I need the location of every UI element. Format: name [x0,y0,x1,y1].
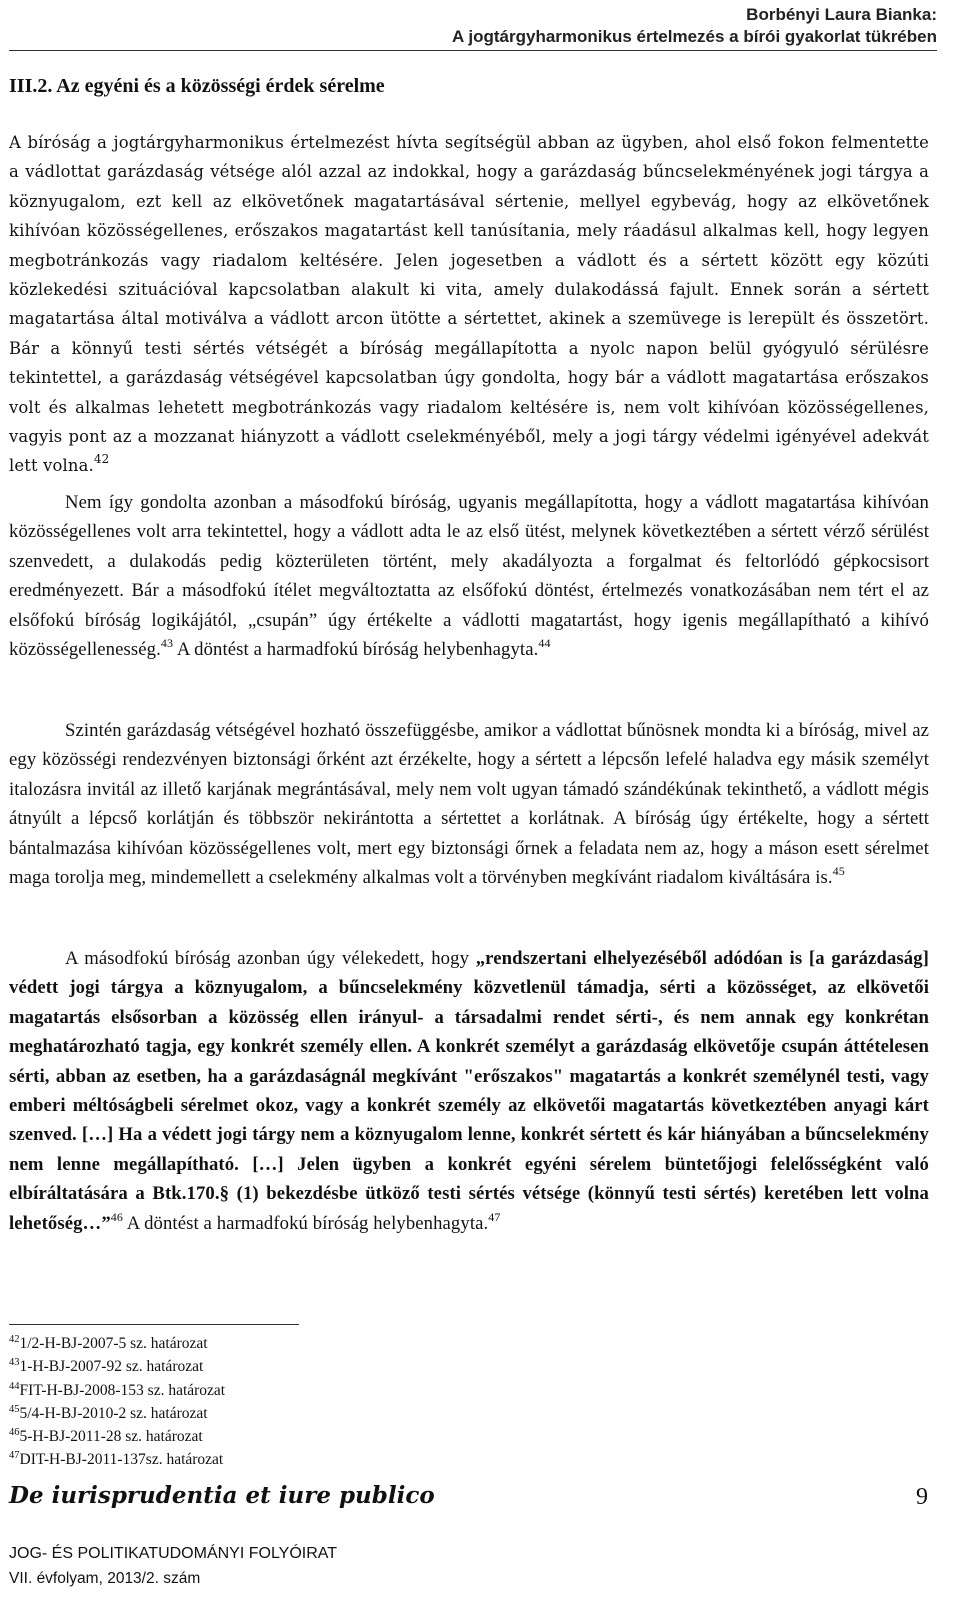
footnote-ref[interactable]: 46 [110,1209,123,1224]
journal-title: De iurisprudentia et iure publico [9,1482,435,1509]
footnote-text: DIT-H-BJ-2011-137sz. határozat [19,1451,224,1469]
paragraph-text: Nem így gondolta azonban a másodfokú bíróság, ugyanis megállapította, hogy a vádlott magatartása kihívóan közösségellenes volt arra tekintettel, hogy a vádlott adta le az első ütést, melynek következtében a sértett vérző sérülést szenvedett, a dulakodás pedig közterületen történt, mely akadályozta a forgalmat és feltorlódó gépkocsisort eredményezett. Bár a másodfokú ítélet megváltoztatta az elsőfokú döntést, értelmezés vonatkozásában nem tért el az elsőfokú bíróság logikájától, „csupán” úgy értékelte a vádlotti magatartást, hogy igenis megállapítható a kihívó közösségellenesség. [9,492,929,661]
section-title: III.2. Az egyéni és a közösségi érdek sérelme [9,75,385,97]
footnote-text: FIT-H-BJ-2008-153 sz. határozat [19,1381,226,1399]
footnote [9,1425,225,1448]
footnote-ref[interactable]: 47 [488,1209,501,1224]
footnote-number: 45 [9,1403,20,1415]
paragraph-text: A másodfokú bíróság azonban úgy vélekedett, hogy [65,948,476,969]
footnote [9,1355,225,1378]
header-author: Borbényi Laura Bianka: [746,5,937,24]
footnote [9,1402,225,1425]
footnote-text: 5/4-H-BJ-2010-2 sz. határozat [19,1404,208,1422]
paragraph-text: Szintén garázdaság vétségével hozható összefüggésbe, amikor a vádlottat bűnösnek mondta ki a bíróság, mivel az egy közösségi rendezvényen biztonsági őrként azt érzékelte, hogy a sértett a lépcsőn lefelé haladva egy másik személyt italozásra invitál az illető karjának megrántásával, mely nem volt ugyan támadó szándékúnak tekinthető, a vádlott mégis átnyúlt a lépcső korlátján és többször nekirántotta a sértettet a korlátnak. A bíróság úgy értékelte, hogy a sértett bántalmazása kihívóan közösségellenes volt, mert egy biztonsági őrnek a feladata nem az, hogy a máson esett sérelmet maga torolja meg, mindemellett a cselekmény alkalmas volt a törvényben megkívánt riadalom kiváltására is. [9,720,929,889]
footnote-ref[interactable]: 42 [93,452,110,467]
header-rule [9,50,937,51]
footnote-ref[interactable]: 45 [832,864,845,879]
paragraph-text: A döntést a harmadfokú bíróság helybenhagyta. [173,639,539,661]
body-paragraph-2 [9,488,929,664]
footnote [9,1448,225,1471]
body-paragraph-4 [9,944,929,1238]
footnote-text: 1/2-H-BJ-2007-5 sz. határozat [19,1335,208,1352]
journal-issue: VII. évfolyam, 2013/2. szám [9,1570,201,1587]
footnote-number: 42 [9,1334,20,1345]
body-paragraph-1 [9,128,929,481]
paragraph-text: A bíróság a jogtárgyharmonikus értelmezést hívta segítségül abban az ügyben, ahol első fokon felmentette a vádlottat garázdaság vétsége alól azzal az indokkal, hogy a garázdaság bűncselekményének jogi tárgya a köznyugalom, ezt kell az elkövetőnek magatartásával sértenie, mellyel egybevág, hogy az elkövetőnek kihívóan közösségellenes, erőszakos magatartást kell tanúsítania, mely ráadásul alkalmas kell, hogy legyen megbotránkozás vagy riadalom keltésére. Jelen jogesetben a vádlott és a sértett között egy közúti közlekedési szituációval kapcsolatban alakult ki vita, amely dulakodássá fajult. Ennek során a sértett magatartása által motiválva a vádlott arcon ütötte a sértettet, akinek a szemüvege is lerepült és összetört. Bár a könnyű testi sértés vétségét a bíróság megállapította a nyolc napon belül gyógyuló sérülésre tekintettel, a garázdaság vétségével kapcsolatban úgy gondolta, hogy bár a vádlott magatartása erőszakos volt és alkalmas lehetett megbotránkozás vagy riadalom keltésére is, nem volt kihívóan közösségellenes, vagyis pont az a mozzanat hiányzott a vádlott cselekményéből, mely a jogi tárgy védelmi igényével adekvát lett volna. [9,133,929,476]
footnote-number: 46 [9,1427,20,1439]
paragraph-text: A döntést a harmadfokú bíróság helybenhagyta. [123,1212,489,1234]
header-title: A jogtárgyharmonikus értelmezés a bírói gyakorlat tükrében [452,27,937,46]
body-paragraph-3 [9,716,929,892]
running-header [452,4,937,48]
journal-subtitle: JOG- ÉS POLITIKATUDOMÁNYI FOLYÓIRAT [9,1545,338,1562]
footnote [9,1379,225,1402]
footnote-number: 43 [9,1357,20,1369]
footnote-number: 47 [9,1450,20,1462]
court-quote: „rendszertani elhelyezéséből adódóan is [a garázdaság] védett jogi tárgya a köznyugalom, a bűncselekmény közvetlenül támadja, sérti a közösséget, az elkövetői magatartás elsősorban a közösség ellen irányul- a társadalmi rendet sérti-, és nem annak egy konkrétan meghatározható tagja, egy konkrét személy ellen. A konkrét személyt a garázdaság elkövetője csupán áttételesen sérti, abban az esetben, ha a garázdaságnál megkívánt "erőszakos" magatartás a konkrét személynél testi, vagy emberi méltóságbeli sérelmet okoz, vagy a konkrét személy az elkövetői magatartás következtében anyagi kárt szenved. […] Ha a védett jogi tárgy nem a köznyugalom lenne, konkrét sértett és kár hiányában a bűncselekmény nem lenne megállapítható. […] Jelen ügyben a konkrét egyéni sérelem büntetőjogi felelősségként való elbíráltatására a Btk.170.§ (1) bekezdésbe ütköző testi sértés vétsége (könnyű testi sértés) keretében lett volna lehetőség…” [9,948,929,1234]
footnote-ref[interactable]: 44 [538,636,551,651]
footnote-text: 5-H-BJ-2011-28 sz. határozat [19,1428,203,1446]
footnote-text: 1-H-BJ-2007-92 sz. határozat [19,1358,204,1376]
footnote-ref[interactable]: 43 [160,636,174,651]
footnote-number: 44 [9,1380,20,1392]
footnote-separator [9,1324,299,1325]
page-number: 9 [916,1484,928,1510]
footnote [9,1332,225,1355]
footnotes-list [9,1332,225,1472]
